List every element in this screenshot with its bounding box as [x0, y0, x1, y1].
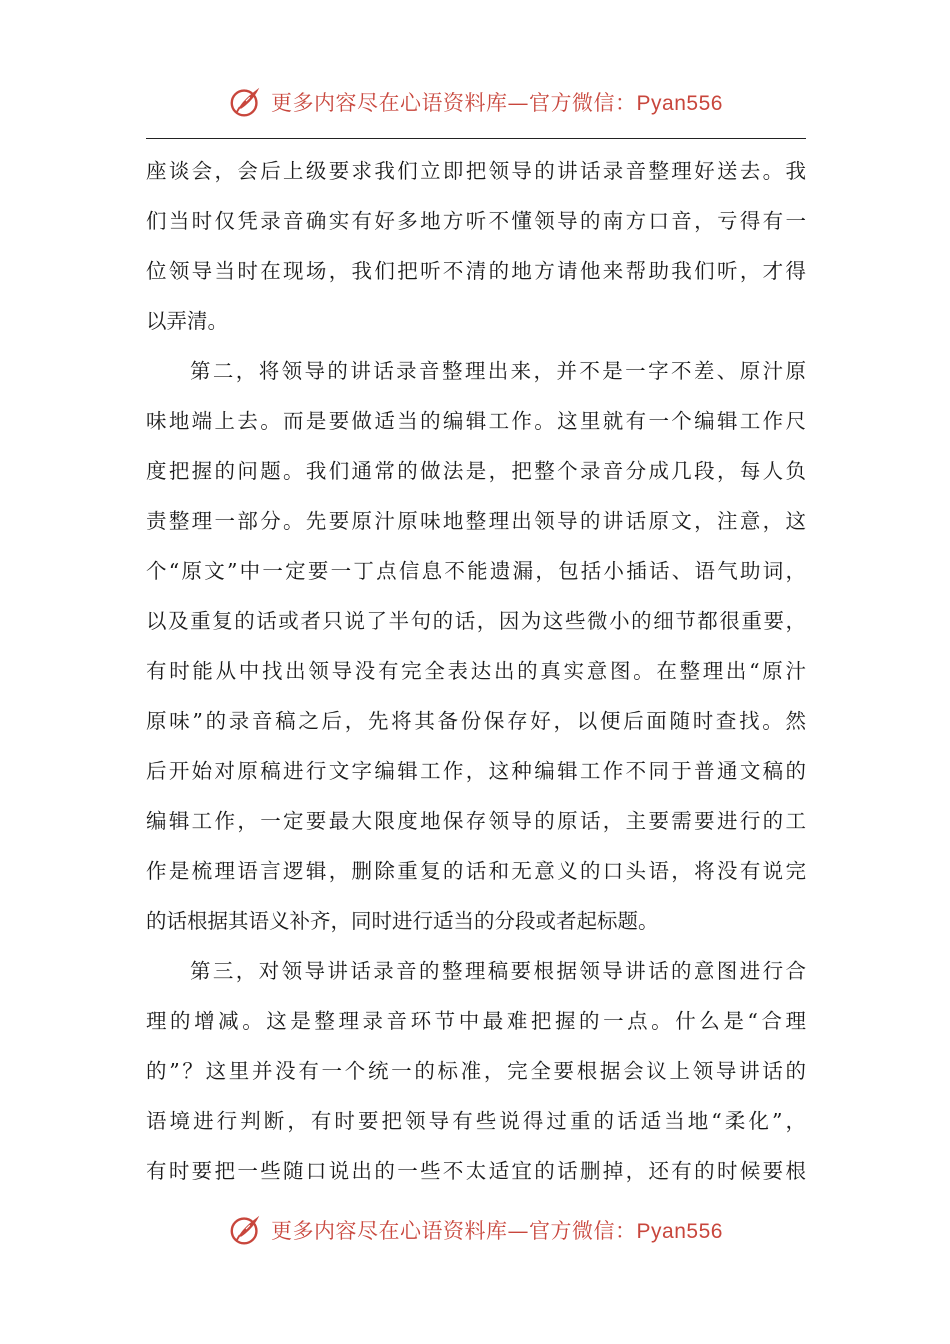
paragraph-start-line: 第三，对领导讲话录音的整理稿要根据领导讲话的意图进行合	[190, 959, 806, 983]
text-line: 作是梳理语言逻辑，删除重复的话和无意义的口头语，将没有说完	[146, 859, 806, 883]
text-line: 原味”的录音稿之后，先将其备份保存好，以便后面随时查找。然	[146, 709, 806, 733]
text-line: 编辑工作，一定要最大限度地保存领导的原话，主要需要进行的工	[146, 809, 806, 833]
header-wechat-id: Pyan556	[636, 92, 723, 115]
text-line: 味地端上去。而是要做适当的编辑工作。这里就有一个编辑工作尺	[146, 409, 806, 433]
text-line: 的”？这里并没有一个统一的标准，完全要根据会议上领导讲话的	[146, 1059, 806, 1083]
text-line: 位领导当时在现场，我们把听不清的地方请他来帮助我们听，才得	[146, 259, 806, 283]
text-line: 后开始对原稿进行文字编辑工作，这种编辑工作不同于普通文稿的	[146, 759, 806, 783]
header-banner	[0, 80, 950, 124]
text-line: 个“原文”中一定要一丁点信息不能遗漏，包括小插话、语气助词，	[146, 559, 806, 583]
text-line: 度把握的问题。我们通常的做法是，把整个录音分成几段，每人负	[146, 459, 806, 483]
quill-seal-logo-icon	[227, 83, 265, 121]
text-line: 的话根据其语义补齐，同时进行适当的分段或者起标题。	[146, 909, 659, 933]
header-divider	[146, 138, 806, 139]
footer-banner-text	[271, 1215, 723, 1245]
paragraph-start-line: 第二，将领导的讲话录音整理出来，并不是一字不差、原汁原	[190, 359, 806, 383]
text-line: 以及重复的话或者只说了半句的话，因为这些微小的细节都很重要，	[146, 609, 806, 633]
text-line: 们当时仅凭录音确实有好多地方听不懂领导的南方口音，亏得有一	[146, 209, 806, 233]
text-line: 座谈会，会后上级要求我们立即把领导的讲话录音整理好送去。我	[146, 159, 806, 183]
text-line: 理的增减。这是整理录音环节中最难把握的一点。什么是“合理	[146, 1009, 806, 1033]
document-body	[146, 146, 806, 1196]
text-line: 语境进行判断，有时要把领导有些说得过重的话适当地“柔化”，	[146, 1109, 806, 1133]
header-banner-title: 更多内容尽在心语资料库—官方微信：	[271, 91, 637, 115]
text-line: 责整理一部分。先要原汁原味地整理出领导的讲话原文，注意，这	[146, 509, 806, 533]
text-line: 有时要把一些随口说出的一些不太适宜的话删掉，还有的时候要根	[146, 1159, 806, 1183]
footer-banner-title: 更多内容尽在心语资料库—官方微信：	[271, 1219, 637, 1243]
quill-seal-logo-icon	[227, 1211, 265, 1249]
header-banner-text	[271, 87, 723, 117]
text-line: 以弄清。	[146, 309, 228, 333]
text-line: 有时能从中找出领导没有完全表达出的真实意图。在整理出“原汁	[146, 659, 806, 683]
footer-banner	[0, 1208, 950, 1252]
footer-wechat-id: Pyan556	[636, 1220, 723, 1243]
